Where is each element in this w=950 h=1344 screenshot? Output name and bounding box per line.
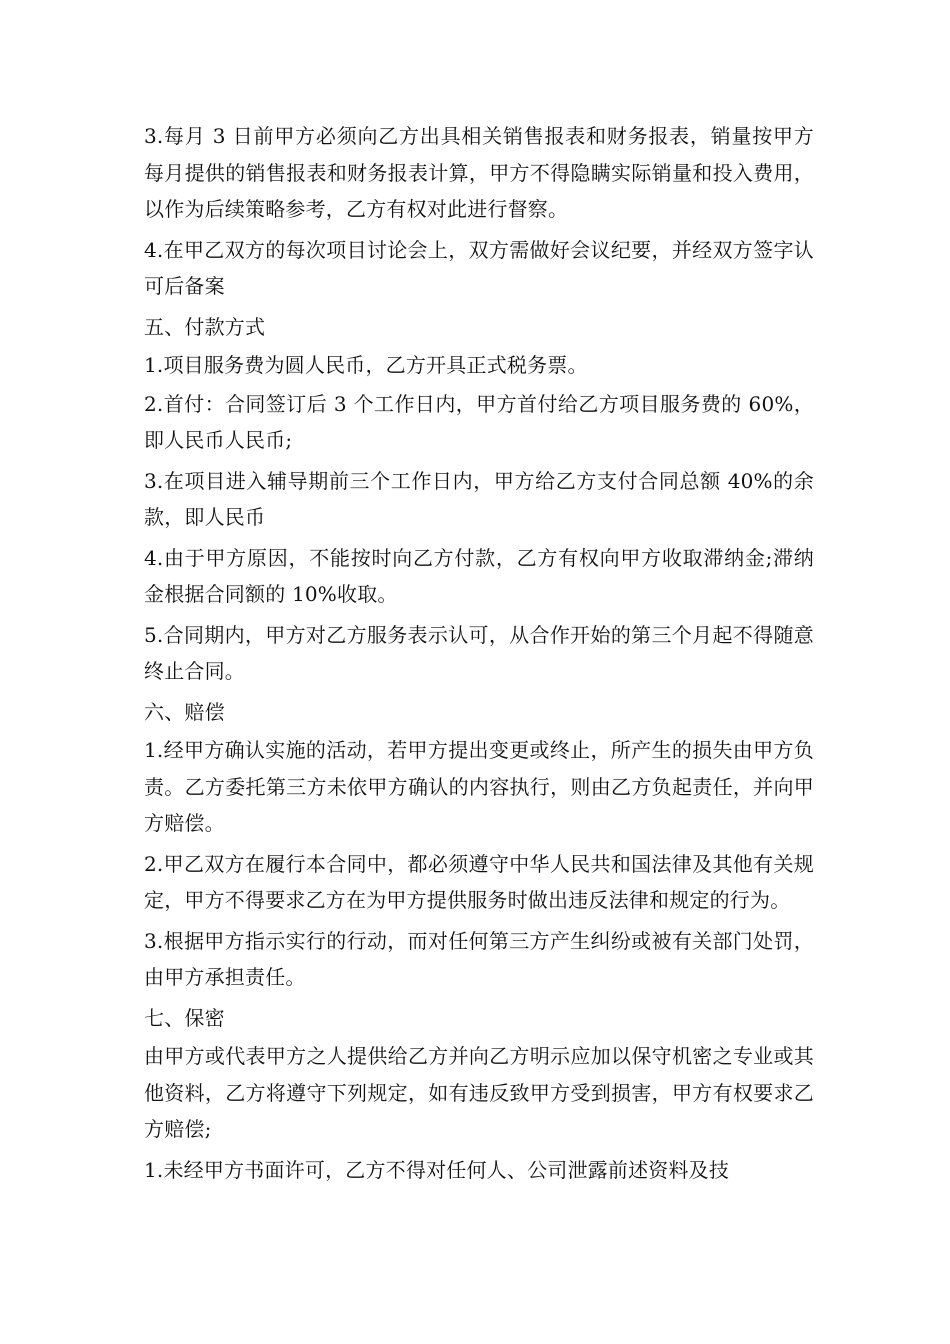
paragraph-4-meeting-minutes [144,232,814,305]
paragraph-payment-3 [144,463,814,536]
paragraph-payment-2 [144,386,814,459]
paragraph-text: 2.甲乙双方在履行本合同中，都必须遵守中华人民共和国法律及其他有关规定，甲方不得要求乙方在为甲方提供服务时做出违反法律和规定的行为。 [144,851,814,912]
paragraph-text: 1.项目服务费为圆人民币，乙方开具正式税务票。 [144,353,588,377]
paragraph-confidentiality-1 [144,1152,814,1189]
paragraph-text: 1.未经甲方书面许可，乙方不得对任何人、公司泄露前述资料及技 [144,1157,730,1182]
paragraph-text: 由甲方或代表甲方之人提供给乙方并向乙方明示应加以保守机密之专业或其他资料，乙方将遵守下列规定，如有违反致甲方受到损害，甲方有权要求乙方赔偿; [144,1044,814,1141]
paragraph-text: 3.每月 3 日前甲方必须向乙方出具相关销售报表和财务报表，销量按甲方每月提供的销售报表和财务报表计算，甲方不得隐瞒实际销量和投入费用，以作为后续策略参考，乙方有权对此进行督察。 [144,124,814,221]
section-heading-payment [144,309,814,346]
paragraph-compensation-1 [144,732,814,842]
section-heading-confidentiality [144,1000,814,1037]
heading-text: 七、保密 [144,1005,225,1030]
paragraph-confidentiality-intro [144,1038,814,1148]
document-body [144,118,814,1192]
paragraph-text: 4.由于甲方原因，不能按时向乙方付款，乙方有权向甲方收取滞纳金;滞纳金根据合同额的 10%收取。 [144,545,814,606]
section-heading-compensation [144,694,814,731]
paragraph-text: 3.根据甲方指示实行的行动，而对任何第三方产生纠纷或被有关部门处罚，由甲方承担责任。 [144,928,814,989]
paragraph-text: 2.首付：合同签订后 3 个工作日内，甲方首付给乙方项目服务费的 60%，即人民币人民币; [144,391,814,452]
paragraph-text: 5.合同期内，甲方对乙方服务表示认可，从合作开始的第三个月起不得随意终止合同。 [144,622,814,683]
paragraph-payment-1 [144,347,814,384]
paragraph-3-sales-report [144,118,814,228]
paragraph-compensation-2 [144,846,814,919]
paragraph-payment-4 [144,540,814,613]
paragraph-text: 1.经甲方确认实施的活动，若甲方提出变更或终止，所产生的损失由甲方负责。乙方委托第三方未依甲方确认的内容执行，则由乙方负起责任，并向甲方赔偿。 [144,738,814,835]
paragraph-text: 3.在项目进入辅导期前三个工作日内，甲方给乙方支付合同总额 40%的余款，即人民币 [144,468,814,529]
paragraph-text: 4.在甲乙双方的每次项目讨论会上，双方需做好会议纪要，并经双方签字认可后备案 [144,237,814,298]
heading-text: 六、赔偿 [144,699,225,724]
heading-text: 五、付款方式 [144,314,266,339]
paragraph-compensation-3 [144,923,814,996]
paragraph-payment-5 [144,617,814,690]
